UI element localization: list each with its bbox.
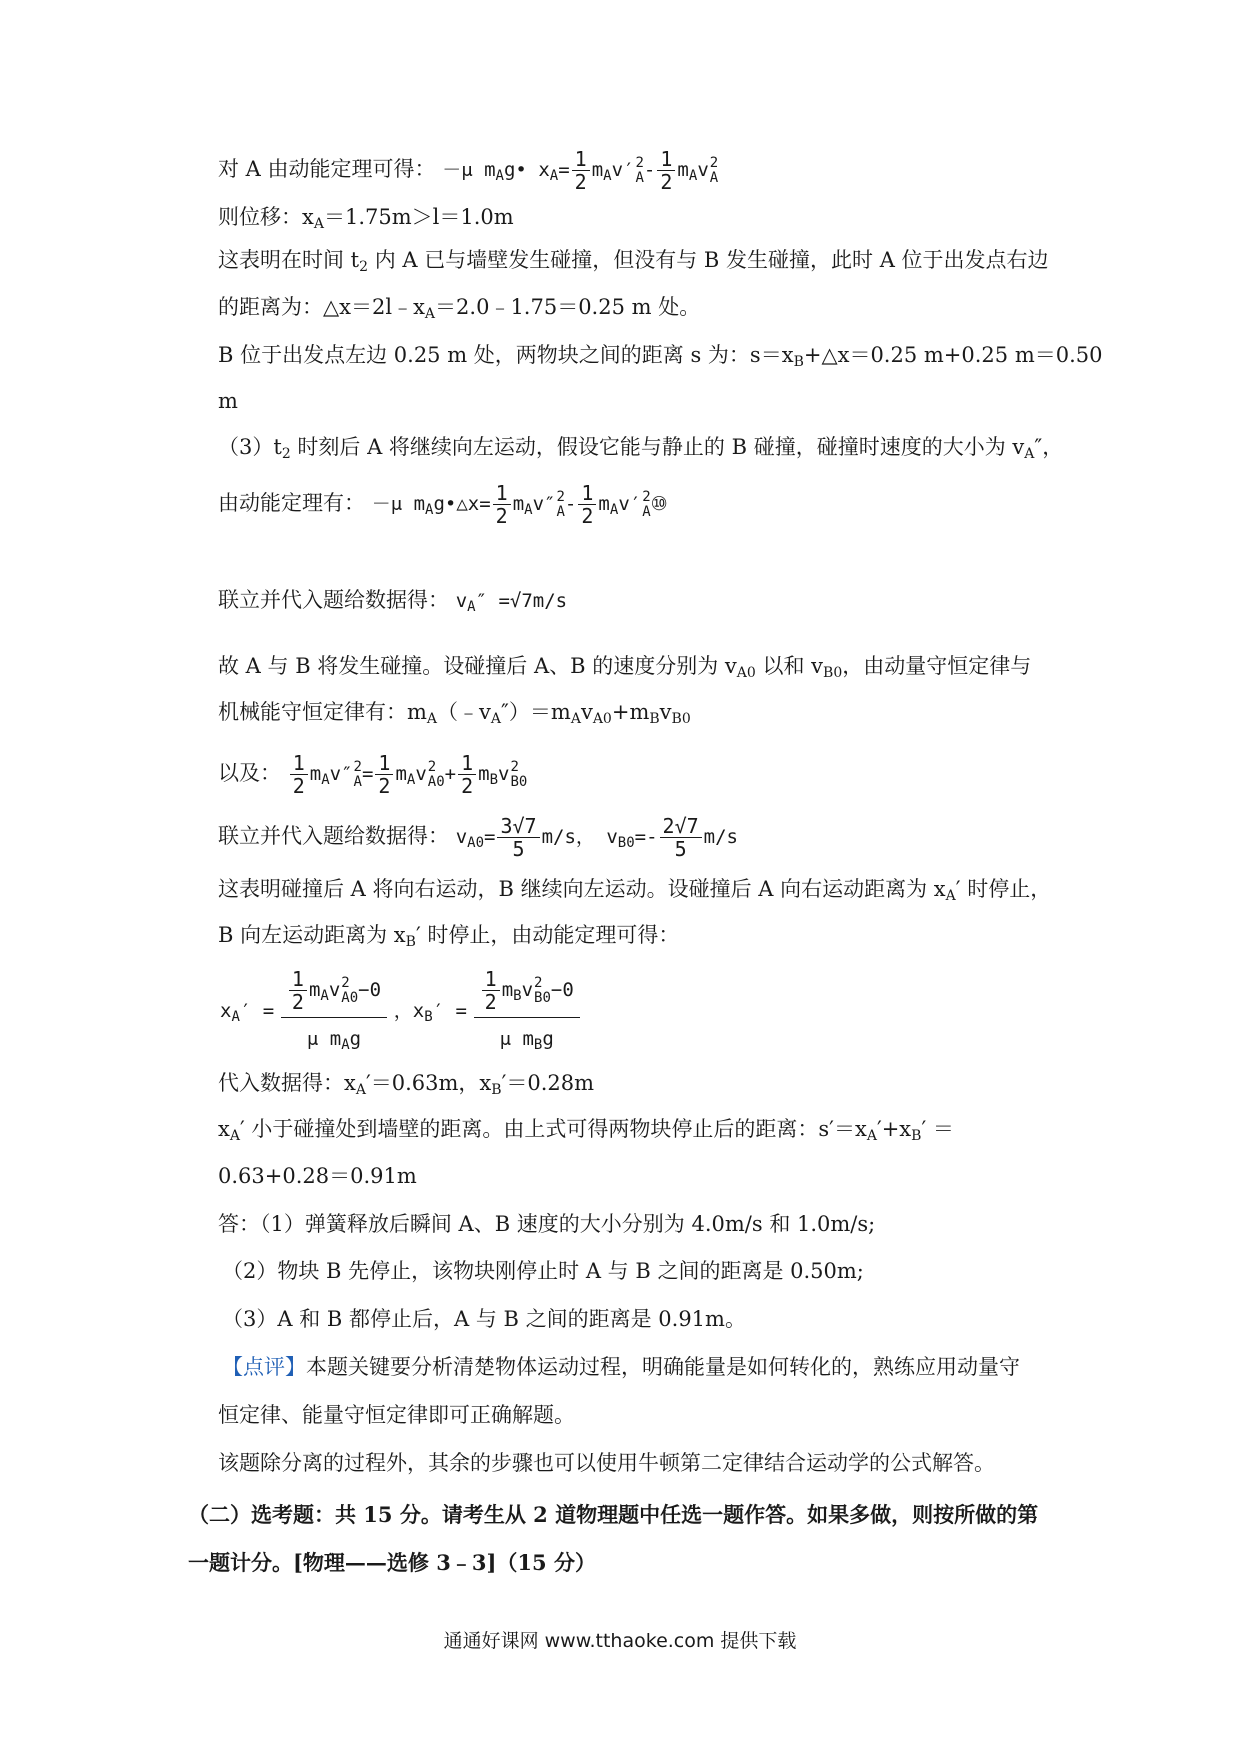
text-line: 的距离为：$\triangle x=2l﹣x_A=2.0﹣1.75=0.25$ m 处。 — [218, 295, 701, 322]
text-line: 代入数据得：$x_A'=0.63m$，$x_B'=0.28m$ — [218, 1071, 595, 1098]
section-heading-line-1: （二）选考题：共 15 分。请考生从 2 道物理题中任选一题作答。如果多做，则按所做的第 — [188, 1502, 1039, 1527]
text-line: 该题除分离的过程外，其余的步骤也可以使用牛顿第二定律结合运动学的公式解答。 — [218, 1451, 995, 1475]
text-line: B 向左运动距离为 $x_B'$ 时停止，由动能定理可得： — [218, 923, 680, 950]
text-line: B 位于出发点左边 0.25 m 处，两物块之间的距离 s 为：$s=x_B+\triangle x=0.25$ m+0.25 m＝0.50 — [218, 343, 1103, 370]
formula: －μ $m_Ag•\triangle x=$ $\frac{1}{2}$ $m_Av''$ 2 A - $\frac{1}{2}$ $m_Av'$ 2 A ⑩ — [371, 481, 668, 528]
text: 对 A 由动能定理可得： — [218, 157, 436, 181]
text-line: 这表明在时间 $t_2$ 内 A 已与墙壁发生碰撞，但没有与 B 发生碰撞，此时 A 位于出发点右边 — [218, 248, 1049, 275]
equation-line-1 — [218, 148, 718, 193]
text-line: 0.63+0.28＝0.91m — [218, 1164, 417, 1188]
text-line: 故 A 与 B 将发生碰撞。设碰撞后 A、B 的速度分别为 $v_{A0}$ 以和 $v_{B0}$，由动量守恒定律与 — [218, 654, 1032, 681]
text-line: 则位移：$x_A=1.75m>l=1.0m$ — [218, 205, 514, 232]
equation-line-6: $x_A'$ = $\frac{1}{2}$ $m_Av$ 2 A0 −0 μ $m_Ag$ ，$x_B'$ = $\frac{1}{2}$ $m_Bv$ 2 B0 −0 μ $m_Bg$ — [220, 968, 580, 1054]
text-line: 机械能守恒定律有：$m_A(﹣v_A'')=m_Av_{A0}+m_Bv_{B0}$ — [218, 700, 691, 727]
answer-line-3: （3）A 和 B 都停止后，A 与 B 之间的距离是 0.91m。 — [222, 1307, 746, 1331]
text-line: 恒定律、能量守恒定律即可正确解题。 — [218, 1403, 575, 1427]
comment-line: 【点评】本题关键要分析清楚物体运动过程，明确能量是如何转化的，熟练应用动量守 — [222, 1355, 1020, 1379]
answer-line-1: 答：（1）弹簧释放后瞬间 A、B 速度的大小分别为 4.0m/s 和 1.0m/s; — [218, 1212, 876, 1236]
page-footer: 通通好课网 www.tthaoke.com 提供下载 — [443, 1630, 797, 1652]
text-line: 这表明碰撞后 A 将向右运动，B 继续向左运动。设碰撞后 A 向右运动距离为 $x_A'$ 时停止， — [218, 877, 1052, 904]
text-line: m — [218, 389, 238, 413]
equation-line-4: 以及： $\frac{1}{2}$ $m_Av''$ 2 A = $\frac{1}{2}$ $m_Av$ 2 A0 + $\frac{1}{2}$ $m_Bv$ 2 B0 — [218, 751, 528, 798]
comment-tag: 【点评】 — [222, 1355, 306, 1379]
equation-line-2: 由动能定理有： －μ $m_Ag•\triangle x=$ $\frac{1}{2}$ $m_Av''$ 2 A - $\frac{1}{2}$ $m_Av'$ 2 A ⑩ — [218, 481, 668, 528]
equation-line-5: 联立并代入题给数据得： $v_{A0}=$ $\frac{3√7}{5}$ m/s， $v_{B0}=-$ $\frac{2√7}{5}$ m/s — [218, 814, 738, 861]
text-line: $x_A'$ 小于碰撞处到墙壁的距离。由上式可得两物块停止后的距离：$s'=x_A'+x_B'$ ＝ — [218, 1117, 954, 1144]
answer-line-2: （2）物块 B 先停止，该物块刚停止时 A 与 B 之间的距离是 0.50m; — [222, 1259, 864, 1283]
section-heading-line-2: 一题计分。[物理——选修 3﹣3]（15 分） — [188, 1550, 596, 1575]
text-line: $(3)t_2$ 时刻后 A 将继续向左运动，假设它能与静止的 B 碰撞，碰撞时速度的大小为 $v_A''$， — [218, 435, 1064, 462]
equation-line-3: 联立并代入题给数据得： $v_A'' =√7m/s$ — [218, 588, 568, 615]
formula: －μ $m_Ag•$ $x_A=$ $\frac{1}{2}$ $m_Av'$ 2 A - $\frac{1}{2}$ $m_Av$ 2 A — [442, 147, 719, 194]
